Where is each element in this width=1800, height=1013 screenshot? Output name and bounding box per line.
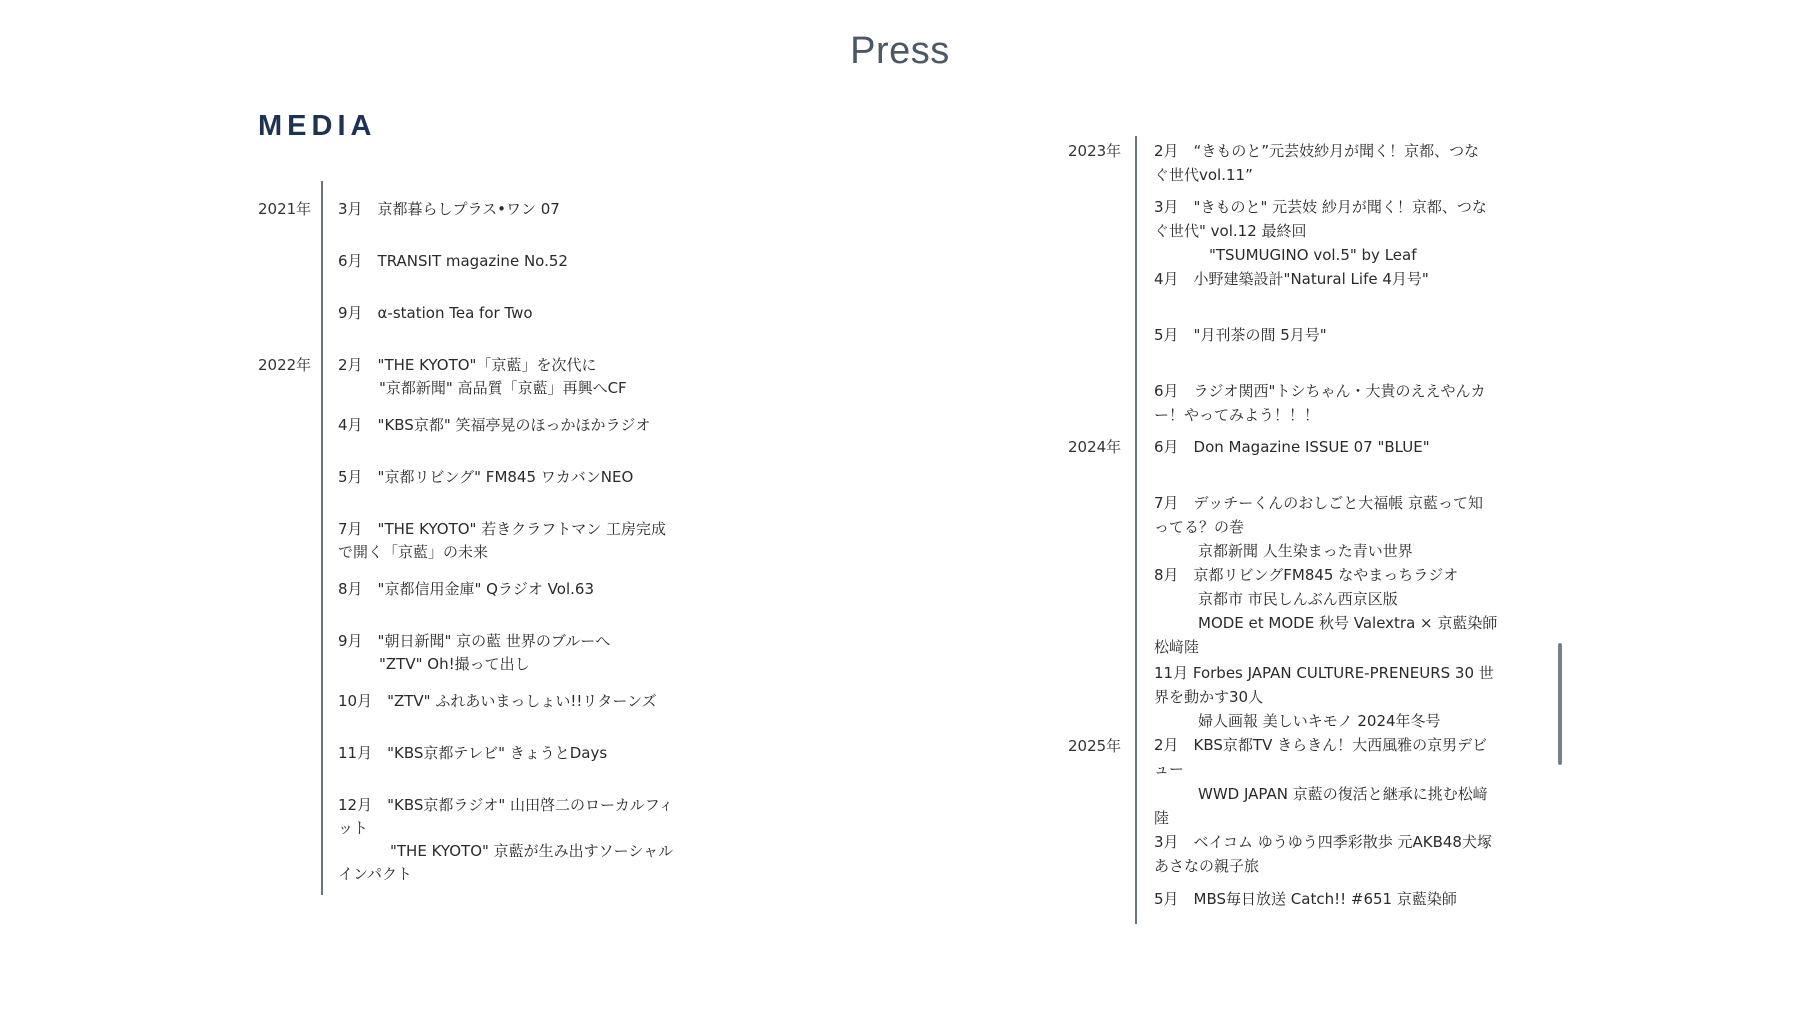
press-entry: ー！やってみよう！！！ — [1154, 406, 1320, 424]
press-entry: WWD JAPAN 京藍の復活と継承に挑む松﨑 — [1198, 785, 1488, 803]
press-entry: 3月 京都暮らしプラス•ワン 07 — [338, 200, 560, 218]
press-entry: 6月 ラジオ関西"トシちゃん・大貴のええやんカ — [1154, 382, 1486, 400]
press-entry: 7月 "THE KYOTO" 若きクラフトマン 工房完成 — [338, 520, 666, 538]
press-entry: 5月 MBS毎日放送 Catch!! #651 京藍染師 — [1154, 890, 1457, 908]
press-entry: 2月 KBS京都TV きらきん！大西風雅の京男デビ — [1154, 736, 1488, 754]
press-entry: ュー — [1154, 760, 1185, 778]
press-entry: 界を動かす30人 — [1154, 688, 1264, 706]
year-label: 2025年 — [1068, 737, 1122, 755]
press-entry: MODE et MODE 秋号 Valextra × 京藍染師 — [1198, 614, 1498, 632]
right-timeline-line — [1135, 136, 1137, 924]
press-entry: 3月 ベイコム ゆうゆう四季彩散歩 元AKB48犬塚 — [1154, 833, 1492, 851]
press-entry: 4月 小野建築設計"Natural Life 4月号" — [1154, 270, 1429, 288]
press-entry: 陸 — [1154, 809, 1170, 827]
press-entry: 7月 デッチーくんのおしごと大福帳 京藍って知 — [1154, 494, 1484, 512]
press-entry: 10月 "ZTV" ふれあいまっしょい!!リターンズ — [338, 692, 657, 710]
year-label: 2024年 — [1068, 438, 1122, 456]
press-entry: 京都市 市民しんぶん西京区版 — [1198, 590, 1398, 608]
press-entry: ぐ世代" vol.12 最終回 — [1154, 222, 1307, 240]
press-entry: 4月 "KBS京都" 笑福亭晃のほっかほかラジオ — [338, 416, 651, 434]
press-entry: 9月 "朝日新聞" 京の藍 世界のブルーへ — [338, 632, 611, 650]
press-entry: 5月 "月刊茶の間 5月号" — [1154, 326, 1327, 344]
press-entry: 3月 "きものと" 元芸妓 紗月が聞く！京都、つな — [1154, 198, 1487, 216]
press-entry: 8月 京都リビングFM845 なやまっちラジオ — [1154, 566, 1459, 584]
press-entry: "TSUMUGINO vol.5" by Leaf — [1209, 246, 1417, 264]
scrollbar-thumb[interactable] — [1558, 643, 1562, 765]
press-entry: "京都新聞" 高品質「京藍」再興へCF — [379, 379, 627, 397]
year-label: 2023年 — [1068, 142, 1122, 160]
press-entry: で開く「京藍」の未来 — [338, 543, 489, 561]
press-entry: 5月 "京都リビング" FM845 ワカバンNEO — [338, 468, 634, 486]
press-entry: 12月 "KBS京都ラジオ" 山田啓二のローカルフィ — [338, 796, 674, 814]
press-entry: 松﨑陸 — [1154, 638, 1200, 656]
press-entry: 婦人画報 美しいキモノ 2024年冬号 — [1198, 712, 1441, 730]
press-entry: 2月 “きものと”元芸妓紗月が聞く！京都、つな — [1154, 142, 1480, 160]
press-entry: ぐ世代vol.11” — [1154, 166, 1253, 184]
year-label: 2021年 — [258, 200, 312, 218]
press-entry: インパクト — [338, 865, 412, 883]
press-entry: "THE KYOTO" 京藍が生み出すソーシャル — [390, 842, 674, 860]
press-entry: 9月 α-station Tea for Two — [338, 304, 533, 322]
press-entry: 京都新聞 人生染まった青い世界 — [1198, 542, 1413, 560]
press-entry: 6月 TRANSIT magazine No.52 — [338, 252, 568, 270]
press-entry: 11月 Forbes JAPAN CULTURE-PRENEURS 30 世 — [1154, 664, 1494, 682]
press-entry: 11月 "KBS京都テレビ" きょうとDays — [338, 744, 608, 762]
press-entry: "ZTV" Oh!撮って出し — [379, 655, 530, 673]
page-title: Press — [850, 30, 950, 72]
media-heading: MEDIA — [258, 110, 377, 142]
left-timeline-line — [321, 181, 323, 895]
press-entry: 8月 "京都信用金庫" Qラジオ Vol.63 — [338, 580, 594, 598]
press-entry: あさなの親子旅 — [1154, 857, 1260, 875]
press-entry: ってる？の巻 — [1154, 518, 1245, 536]
press-entry: 2月 "THE KYOTO"「京藍」を次代に — [338, 356, 597, 374]
press-entry: ット — [338, 819, 369, 837]
press-entry: 6月 Don Magazine ISSUE 07 "BLUE" — [1154, 438, 1430, 456]
year-label: 2022年 — [258, 356, 312, 374]
